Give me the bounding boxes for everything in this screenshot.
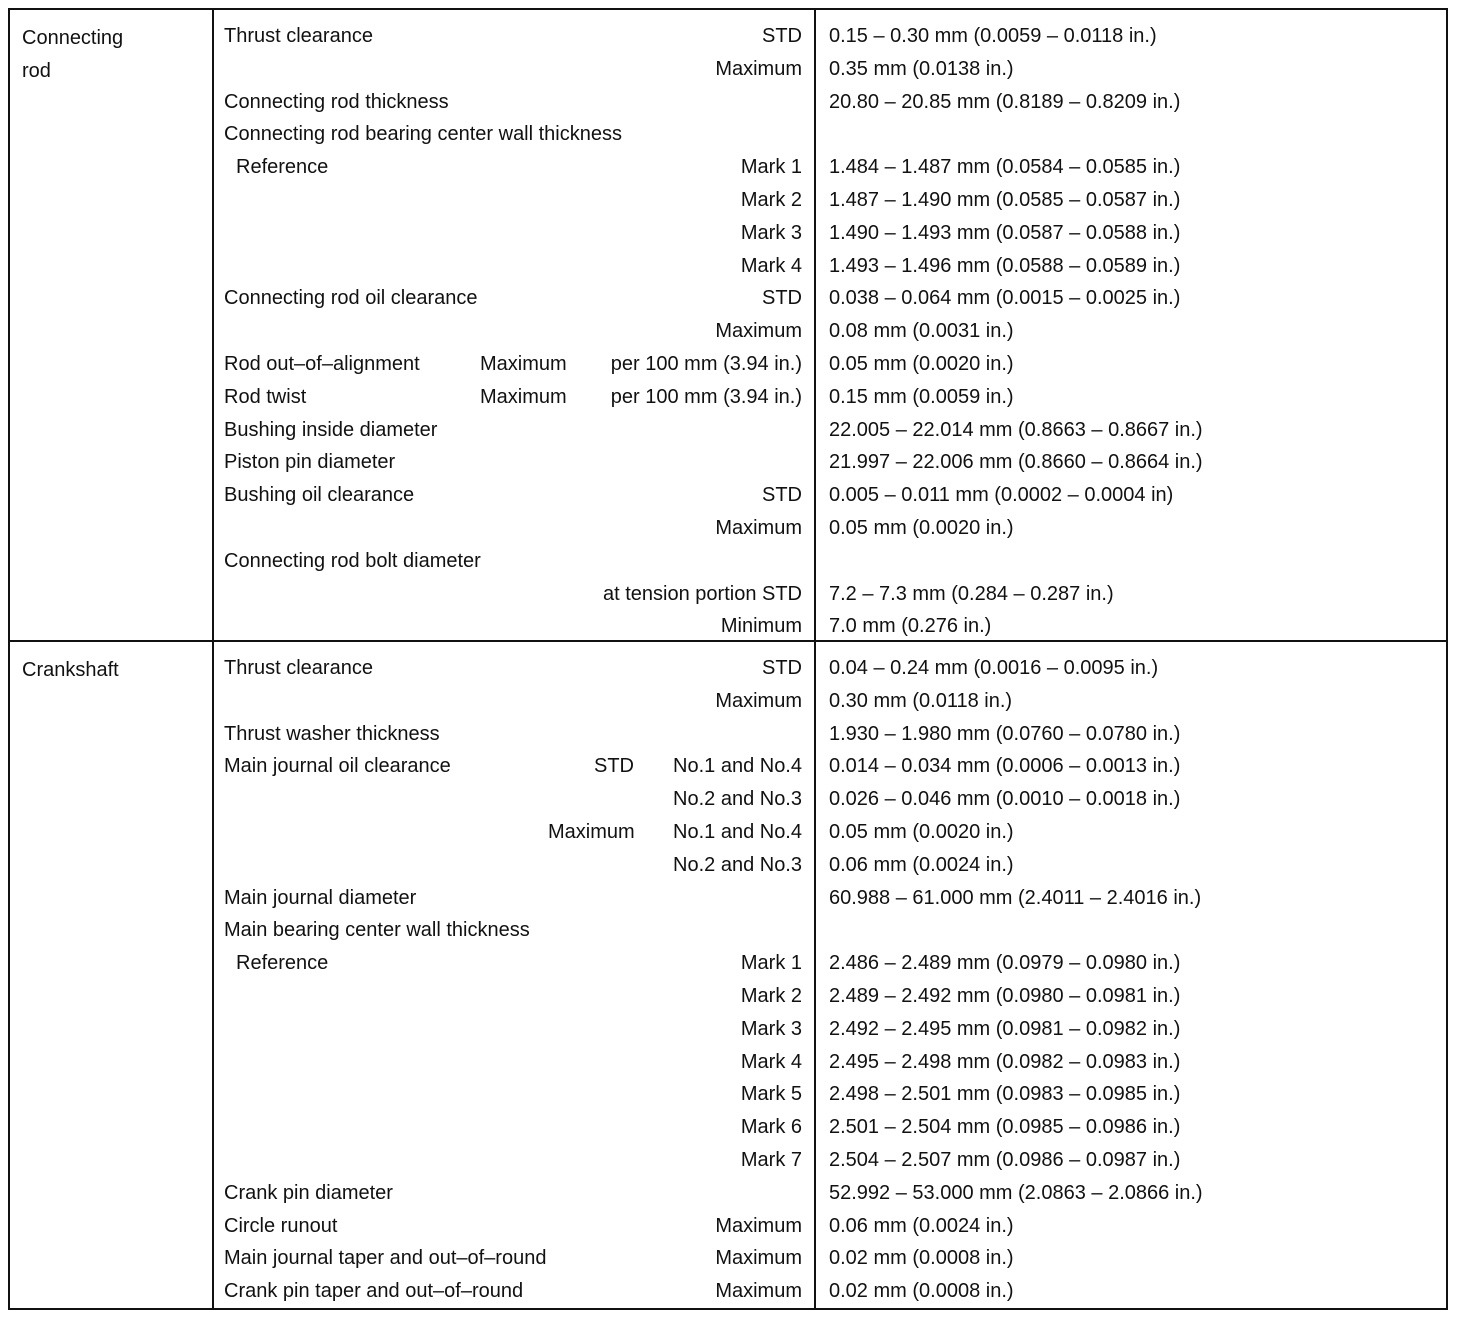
spec-value: 0.005 – 0.011 mm (0.0002 – 0.0004 in) [829,484,1174,507]
qualifier-label: STD [762,657,802,679]
qualifier-label: No.1 and No.4 [673,821,802,843]
item-label: Connecting rod bolt diameter [224,549,481,572]
qualifier-label: Maximum [715,689,802,712]
table-row [10,20,1446,53]
qualifier-label: at tension portion STD [603,582,802,605]
spec-table [8,8,1448,1310]
qualifier-label: Mark 1 [740,952,802,975]
spec-value: 20.80 – 20.85 mm (0.8189 – 0.8209 in.) [829,90,1181,113]
spec-value: 1.930 – 1.980 mm (0.0760 – 0.0780 in.) [829,722,1181,745]
item-label: Main journal diameter [224,886,417,909]
spec-value: 1.487 – 1.490 mm (0.0585 – 0.0587 in.) [829,189,1181,211]
table-row [10,53,1446,86]
spec-value: 0.08 mm (0.0031 in.) [829,320,1014,343]
spec-value: 2.486 – 2.489 mm (0.0979 – 0.0980 in.) [829,952,1181,975]
qualifier-label: Maximum [715,517,802,539]
item-label: Main journal oil clearance [224,755,451,778]
item-label: Connecting rod bearing center wall thickness [224,123,622,146]
section-crankshaft [10,642,1446,1310]
qualifier-label: Maximum [715,320,802,343]
table-row [10,282,1446,315]
qualifier-label: Mark 2 [740,189,802,211]
spec-value: 1.493 – 1.496 mm (0.0588 – 0.0589 in.) [829,254,1181,277]
table-row [10,783,1446,816]
spec-value: 0.06 mm (0.0024 in.) [829,1214,1014,1237]
table-row [10,118,1446,151]
item-label: Crank pin diameter [224,1181,393,1204]
table-row [10,446,1446,479]
table-row [10,652,1446,685]
qualifier-label: Maximum [715,57,802,80]
spec-value: 0.038 – 0.064 mm (0.0015 – 0.0025 in.) [829,287,1181,310]
condition-label: Maximum [548,821,635,843]
table-row [10,217,1446,250]
qualifier-label: Mark 4 [740,1050,802,1073]
table-row [10,381,1446,414]
item-label: Rod out–of–alignment [224,353,420,375]
spec-value: 0.35 mm (0.0138 in.) [829,57,1014,80]
table-row [10,1210,1446,1243]
qualifier-label: Mark 1 [740,156,802,179]
spec-value: 2.492 – 2.495 mm (0.0981 – 0.0982 in.) [829,1017,1181,1040]
item-label: Connecting rod oil clearance [224,287,478,310]
spec-value: 0.05 mm (0.0020 in.) [829,353,1014,375]
qualifier-label: per 100 mm (3.94 in.) [610,353,802,375]
table-row [10,578,1446,611]
section-connecting-rod [10,10,1446,640]
spec-value: 2.495 – 2.498 mm (0.0982 – 0.0983 in.) [829,1050,1181,1073]
table-row [10,1078,1446,1111]
table-row [10,86,1446,119]
table-row [10,1242,1446,1275]
spec-value: 0.026 – 0.046 mm (0.0010 – 0.0018 in.) [829,788,1181,811]
spec-value: 0.014 – 0.034 mm (0.0006 – 0.0013 in.) [829,755,1181,778]
item-label: Thrust washer thickness [224,722,440,745]
item-label: Main bearing center wall thickness [224,919,530,942]
condition-label: Maximum [480,353,567,375]
spec-value: 0.05 mm (0.0020 in.) [829,517,1014,539]
spec-value: 2.498 – 2.501 mm (0.0983 – 0.0985 in.) [829,1083,1181,1106]
table-row [10,750,1446,783]
table-row [10,914,1446,947]
qualifier-label: Mark 4 [740,254,802,277]
table-row [10,685,1446,718]
table-row [10,512,1446,545]
table-row [10,315,1446,348]
table-row [10,184,1446,217]
table-row [10,1046,1446,1079]
qualifier-label: No.1 and No.4 [673,755,802,778]
spec-value: 0.02 mm (0.0008 in.) [829,1247,1014,1270]
category-label: Connecting rod [22,27,124,82]
spec-value: 0.05 mm (0.0020 in.) [829,821,1014,843]
spec-value: 0.02 mm (0.0008 in.) [829,1280,1014,1303]
table-row [10,882,1446,915]
qualifier-label: Maximum [715,1214,802,1237]
spec-value: 7.2 – 7.3 mm (0.284 – 0.287 in.) [829,582,1114,605]
qualifier-label: STD [762,484,802,507]
spec-value: 0.30 mm (0.0118 in.) [829,689,1013,712]
qualifier-label: Mark 2 [740,985,802,1007]
qualifier-label: Minimum [720,615,802,638]
spec-value: 21.997 – 22.006 mm (0.8660 – 0.8664 in.) [829,451,1203,474]
spec-value: 7.0 mm (0.276 in.) [829,615,992,638]
spec-value: 0.04 – 0.24 mm (0.0016 – 0.0095 in.) [829,657,1159,679]
spec-value: 22.005 – 22.014 mm (0.8663 – 0.8667 in.) [829,418,1203,441]
item-label: Crank pin taper and out–of–round [224,1280,524,1303]
item-label: Connecting rod thickness [224,90,449,113]
table-row [10,348,1446,381]
qualifier-label: Mark 6 [740,1116,802,1139]
table-row [10,816,1446,849]
table-row [10,545,1446,578]
table-row [10,1275,1446,1308]
table-row [10,849,1446,882]
table-row [10,479,1446,512]
qualifier-label: No.2 and No.3 [673,853,802,876]
table-row [10,718,1446,751]
spec-value: 0.15 – 0.30 mm (0.0059 – 0.0118 in.) [829,25,1157,47]
spec-value: 1.484 – 1.487 mm (0.0584 – 0.0585 in.) [829,156,1181,179]
spec-value: 2.504 – 2.507 mm (0.0986 – 0.0987 in.) [829,1149,1181,1171]
qualifier-label: STD [762,25,802,47]
table-row [10,1177,1446,1210]
item-label: Piston pin diameter [224,451,396,474]
item-label: Bushing inside diameter [224,418,438,441]
table-row [10,947,1446,980]
item-label: Reference [236,156,329,179]
table-row [10,414,1446,447]
table-row [10,1144,1446,1177]
qualifier-label: Maximum [715,1247,802,1270]
item-label: Thrust clearance [224,25,373,47]
spec-value: 52.992 – 53.000 mm (2.0863 – 2.0866 in.) [829,1181,1203,1204]
qualifier-label: per 100 mm (3.94 in.) [610,385,802,408]
table-row [10,610,1446,643]
item-label: Circle runout [224,1214,338,1237]
table-row [10,980,1446,1013]
qualifier-label: Mark 3 [740,221,802,244]
table-row [10,1013,1446,1046]
item-label: Reference [236,952,329,975]
qualifier-label: Mark 7 [740,1149,802,1171]
spec-value: 2.501 – 2.504 mm (0.0985 – 0.0986 in.) [829,1116,1181,1139]
condition-label: STD [594,755,634,778]
table-row [10,250,1446,283]
qualifier-label: Maximum [715,1280,802,1303]
qualifier-label: Mark 3 [740,1017,802,1040]
spec-value: 1.490 – 1.493 mm (0.0587 – 0.0588 in.) [829,221,1181,244]
category-label: Crankshaft [22,659,119,681]
item-label: Thrust clearance [224,657,373,679]
condition-label: Maximum [480,385,567,408]
spec-value: 60.988 – 61.000 mm (2.4011 – 2.4016 in.) [829,886,1202,909]
spec-value: 0.15 mm (0.0059 in.) [829,385,1014,408]
item-label: Main journal taper and out–of–round [224,1247,547,1270]
spec-value: 2.489 – 2.492 mm (0.0980 – 0.0981 in.) [829,985,1181,1007]
table-row [10,151,1446,184]
qualifier-label: No.2 and No.3 [673,788,802,811]
table-row [10,1111,1446,1144]
item-label: Bushing oil clearance [224,484,415,507]
qualifier-label: STD [762,287,802,310]
spec-value: 0.06 mm (0.0024 in.) [829,853,1014,876]
item-label: Rod twist [224,385,307,408]
qualifier-label: Mark 5 [740,1083,802,1106]
